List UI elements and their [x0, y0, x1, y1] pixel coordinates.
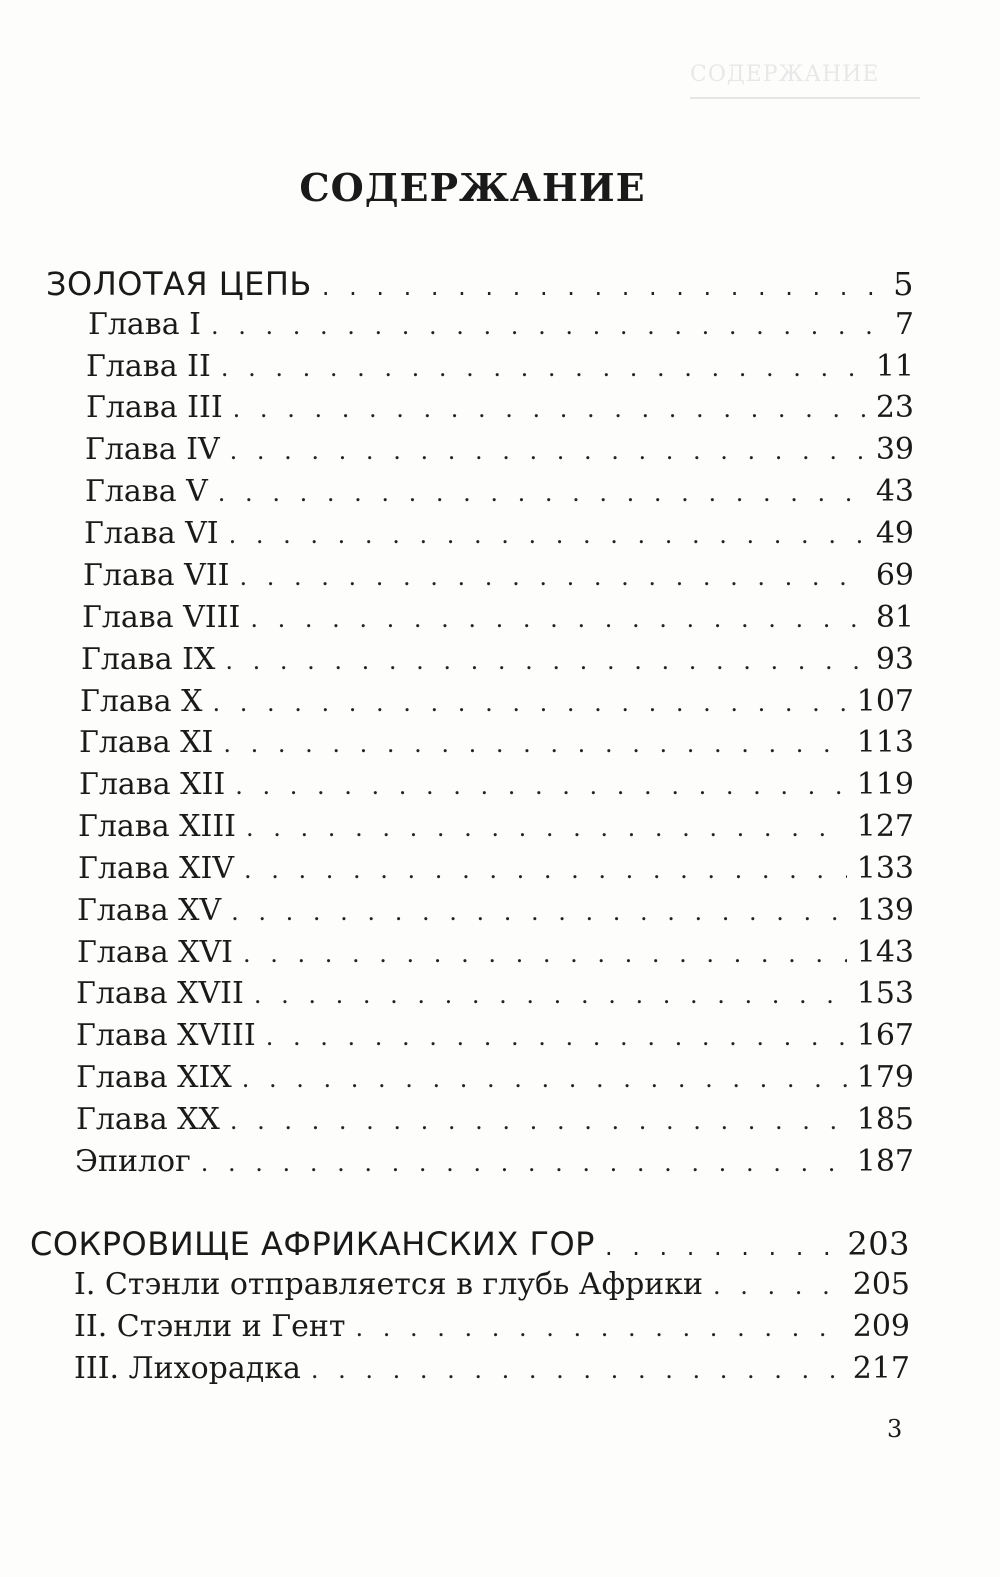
- toc-entry: [76, 1018, 914, 1053]
- toc-entry-label: Глава XVII: [76, 976, 244, 1011]
- toc-entry: [76, 1102, 914, 1137]
- toc-entry-label: Глава XIV: [78, 851, 234, 886]
- toc-entry: [85, 474, 914, 509]
- leader-dots: [218, 479, 866, 507]
- toc-entry: [81, 642, 914, 677]
- leader-dots: [242, 1065, 847, 1093]
- toc-entry: [74, 1351, 910, 1386]
- toc-entry-label: III. Лихорадка: [74, 1351, 301, 1386]
- leader-dots: [211, 312, 885, 340]
- toc-page-number: 153: [856, 976, 914, 1011]
- leader-dots: [235, 772, 847, 800]
- leader-dots: [225, 647, 865, 675]
- toc-entry-label: Глава XII: [79, 767, 226, 802]
- toc-page-number: 167: [856, 1018, 914, 1053]
- leader-dots: [201, 1149, 847, 1177]
- toc-page-number: 81: [875, 600, 914, 635]
- leader-dots: [233, 395, 866, 423]
- toc-entry-label: II. Стэнли и Гент: [74, 1309, 346, 1344]
- toc-entry-label: Глава XV: [77, 893, 222, 928]
- toc-page-number: 133: [856, 851, 914, 886]
- leader-dots: [230, 1107, 847, 1135]
- toc-entry: [88, 307, 914, 342]
- toc-page-number: 179: [856, 1060, 914, 1095]
- toc-entry-label: Глава XX: [76, 1102, 220, 1137]
- leader-dots: [212, 689, 846, 717]
- toc-entry-label: Глава IX: [81, 642, 216, 677]
- leader-dots: [713, 1272, 843, 1300]
- toc-entry-label: Глава XVIII: [76, 1018, 256, 1053]
- toc-entry: [78, 809, 914, 844]
- toc-entry: [74, 1309, 910, 1344]
- leader-dots: [355, 1314, 842, 1342]
- toc-entry-label: Глава IV: [85, 432, 220, 467]
- toc-page-number: 139: [856, 893, 914, 928]
- leader-dots: [605, 1233, 837, 1261]
- toc-entry-label: Глава II: [86, 349, 211, 384]
- toc-entry-label: Глава I: [88, 307, 201, 342]
- bleed-through-rule: [690, 97, 920, 99]
- toc-page-number: 43: [875, 474, 914, 509]
- toc-page-number: 185: [856, 1102, 914, 1137]
- toc-entry-label: Глава XVI: [77, 935, 233, 970]
- toc-part-title: ЗОЛОТАЯ ЦЕПЬ: [46, 265, 312, 303]
- toc-entry: [77, 935, 914, 970]
- leader-dots: [231, 898, 847, 926]
- toc-entry: [76, 1060, 914, 1095]
- toc-part-2: [30, 1225, 910, 1263]
- leader-dots: [254, 981, 847, 1009]
- toc-entry: [80, 684, 914, 719]
- page-number: 3: [887, 1415, 903, 1443]
- toc-page-number: 69: [875, 558, 914, 593]
- toc-entry: [86, 349, 914, 384]
- toc-page-number: 119: [856, 767, 914, 802]
- toc-page-number: 11: [875, 349, 914, 384]
- leader-dots: [322, 273, 883, 301]
- toc-entry: [79, 725, 914, 760]
- leader-dots: [230, 437, 866, 465]
- toc-entry-label: Глава V: [85, 474, 208, 509]
- toc-page-number: 187: [856, 1144, 914, 1179]
- toc-page-number: 39: [875, 432, 914, 467]
- leader-dots: [243, 940, 847, 968]
- toc-entry-label: Глава XIII: [78, 809, 237, 844]
- leader-dots: [266, 1023, 847, 1051]
- toc-page-number: 113: [856, 725, 914, 760]
- toc-part-1: [46, 265, 914, 303]
- toc-page-number: 205: [852, 1267, 910, 1302]
- leader-dots: [221, 354, 866, 382]
- toc-entry-label: Эпилог: [75, 1144, 191, 1179]
- toc-entry-label: I. Стэнли отправляется в глубь Африки: [74, 1267, 704, 1302]
- leader-dots: [229, 521, 866, 549]
- leader-dots: [223, 730, 846, 758]
- toc-page-number: 203: [847, 1225, 910, 1263]
- toc-page-number: 209: [852, 1309, 910, 1344]
- toc-page-number: 127: [856, 809, 914, 844]
- leader-dots: [244, 856, 847, 884]
- toc-page-number: 7: [894, 307, 914, 342]
- toc-page-number: 143: [856, 935, 914, 970]
- toc-entry: [86, 390, 914, 425]
- leader-dots: [250, 605, 865, 633]
- toc-entry: [77, 893, 914, 928]
- toc-entry: [79, 767, 914, 802]
- toc-entry-label: Глава VII: [83, 558, 230, 593]
- toc-page-number: 23: [875, 390, 914, 425]
- toc-page-number: 93: [875, 642, 914, 677]
- leader-dots: [239, 563, 865, 591]
- toc-page-number: 217: [852, 1351, 910, 1386]
- toc-entry-label: Глава XI: [79, 725, 214, 760]
- toc-page-number: 5: [893, 265, 914, 303]
- toc-entry-label: Глава X: [80, 684, 203, 719]
- toc-page-number: 107: [856, 684, 914, 719]
- toc-entry: [76, 976, 914, 1011]
- toc-entry-label: Глава XIX: [76, 1060, 232, 1095]
- toc-entry-label: Глава VI: [84, 516, 219, 551]
- toc-entry: [78, 851, 914, 886]
- page-title: СОДЕРЖАНИЕ: [299, 165, 646, 211]
- leader-dots: [246, 814, 847, 842]
- toc-page-number: 49: [875, 516, 914, 551]
- toc-part-title: СОКРОВИЩЕ АФРИКАНСКИХ ГОР: [30, 1225, 595, 1263]
- toc-entry: [75, 1144, 914, 1179]
- toc-entry: [82, 600, 914, 635]
- toc-entry: [84, 516, 914, 551]
- toc-entry: [74, 1267, 910, 1302]
- bleed-through-header: СОДЕРЖАНИЕ: [690, 62, 880, 87]
- toc-entry: [85, 432, 914, 467]
- toc-entry-label: Глава VIII: [82, 600, 241, 635]
- toc-entry-label: Глава III: [86, 390, 223, 425]
- toc-entry: [83, 558, 914, 593]
- leader-dots: [311, 1356, 843, 1384]
